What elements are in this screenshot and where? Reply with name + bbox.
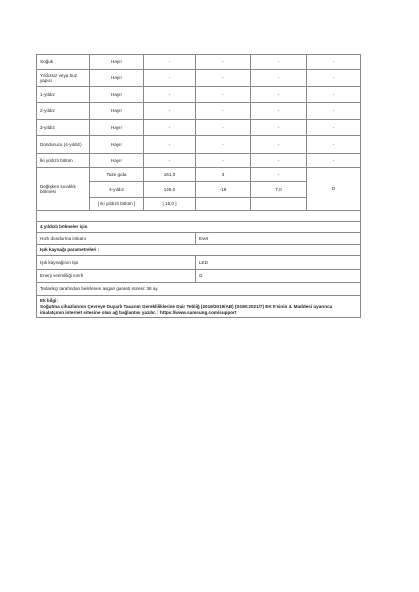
variable-sub-label: Taze gıda — [90, 168, 144, 182]
table-row — [37, 87, 361, 103]
table-row — [37, 136, 361, 154]
spacer-row — [37, 211, 361, 222]
row-cell: - — [307, 120, 361, 136]
row-cell: - — [196, 70, 251, 87]
row-cell: - — [307, 87, 361, 103]
rapid-freeze-label: Hızlı dondurma imkanı — [37, 233, 196, 245]
row-cell: - — [196, 87, 251, 103]
table-row — [37, 154, 361, 168]
energy-class-value: G — [196, 270, 361, 283]
section-heading-row — [37, 222, 361, 233]
row-cell: - — [251, 120, 307, 136]
row-cell: - — [251, 55, 307, 70]
row-cell: - — [144, 154, 196, 168]
variable-merged-cell: D — [307, 168, 361, 211]
row-cell: - — [196, 120, 251, 136]
spacer-cell — [37, 211, 361, 222]
variable-cell — [196, 198, 251, 211]
row-value: Hayır — [90, 136, 144, 154]
spec-table — [36, 54, 361, 318]
light-type-value: LED — [196, 256, 361, 270]
table-row — [37, 70, 361, 87]
row-cell: - — [144, 103, 196, 120]
note-text: Soğutma cihazlarının Çevreye Duyarlı Tasarım Gerekliliklerine Dair Tebliğ (2019/2019/AB) (SGM:2021/7) EK II'sinin 4. Maddesi uyarınca imalatçının internet sitesine olan ağ bağlantısı yazılır. : https://www.samsung.com/support — [40, 304, 333, 315]
table-row — [37, 283, 361, 296]
warranty-text: Tedarikçi tarafından belirlenen asgari garanti süresi: 36 ay — [37, 283, 361, 296]
variable-cell: 161,0 — [144, 168, 196, 182]
spec-sheet — [36, 54, 360, 318]
table-row — [37, 120, 361, 136]
variable-label: Değişken sıcaklık bölmesi — [37, 168, 90, 211]
row-value: Hayır — [90, 120, 144, 136]
row-value: Hayır — [90, 87, 144, 103]
row-cell: - — [307, 154, 361, 168]
variable-cell: 7,0 — [251, 182, 307, 198]
row-cell: - — [307, 70, 361, 87]
row-label: Soğuk — [37, 55, 90, 70]
variable-cell: [ 16,0 ] — [144, 198, 196, 211]
note-row — [37, 296, 361, 318]
row-cell: - — [196, 136, 251, 154]
row-cell: - — [144, 136, 196, 154]
row-cell: - — [144, 87, 196, 103]
variable-cell — [251, 198, 307, 211]
row-cell: - — [307, 55, 361, 70]
row-cell: - — [144, 120, 196, 136]
rapid-freeze-value: Evet — [196, 233, 361, 245]
variable-cell: 3 — [196, 168, 251, 182]
table-row — [37, 233, 361, 245]
table-row — [37, 55, 361, 70]
table-row — [37, 270, 361, 283]
row-label: Dondurucu (4-yıldız) — [37, 136, 90, 154]
variable-cell: -19 — [196, 182, 251, 198]
energy-class-label: Enerji verimliliği sınıfı — [37, 270, 196, 283]
note-title: Ek bilgi: — [40, 298, 58, 303]
variable-cell: - — [251, 168, 307, 182]
row-cell: - — [196, 154, 251, 168]
row-label: 2-yıldız — [37, 103, 90, 120]
row-cell: - — [196, 103, 251, 120]
light-type-label: Işık kaynağının tipi — [37, 256, 196, 270]
row-cell: - — [251, 154, 307, 168]
table-row — [37, 103, 361, 120]
row-cell: - — [307, 136, 361, 154]
row-value: Hayır — [90, 103, 144, 120]
row-cell: - — [144, 55, 196, 70]
row-cell: - — [196, 55, 251, 70]
row-cell: - — [144, 70, 196, 87]
row-label: 3-yıldız — [37, 120, 90, 136]
row-cell: - — [251, 136, 307, 154]
row-cell: - — [251, 103, 307, 120]
row-value: Hayır — [90, 55, 144, 70]
section-heading-row — [37, 245, 361, 256]
light-heading: Işık kaynağı parametreleri : — [37, 245, 361, 256]
fourstar-heading: 4 yıldızlı bölmeler için — [37, 222, 361, 233]
table-row — [37, 256, 361, 270]
row-value: Hayır — [90, 70, 144, 87]
variable-row — [37, 168, 361, 182]
variable-cell: 145,0 — [144, 182, 196, 198]
row-cell: - — [251, 87, 307, 103]
row-label: Yıldızsız veya buz yapıcı — [37, 70, 90, 87]
additional-info — [37, 296, 361, 318]
row-value: Hayır — [90, 154, 144, 168]
row-label: İki yıldızlı bölüm — [37, 154, 90, 168]
row-cell: - — [251, 70, 307, 87]
row-label: 1-yıldız — [37, 87, 90, 103]
row-cell: - — [307, 103, 361, 120]
variable-sub-label: 4-yıldız — [90, 182, 144, 198]
variable-sub-label: [ iki yıldızlı bölüm ] — [90, 198, 144, 211]
